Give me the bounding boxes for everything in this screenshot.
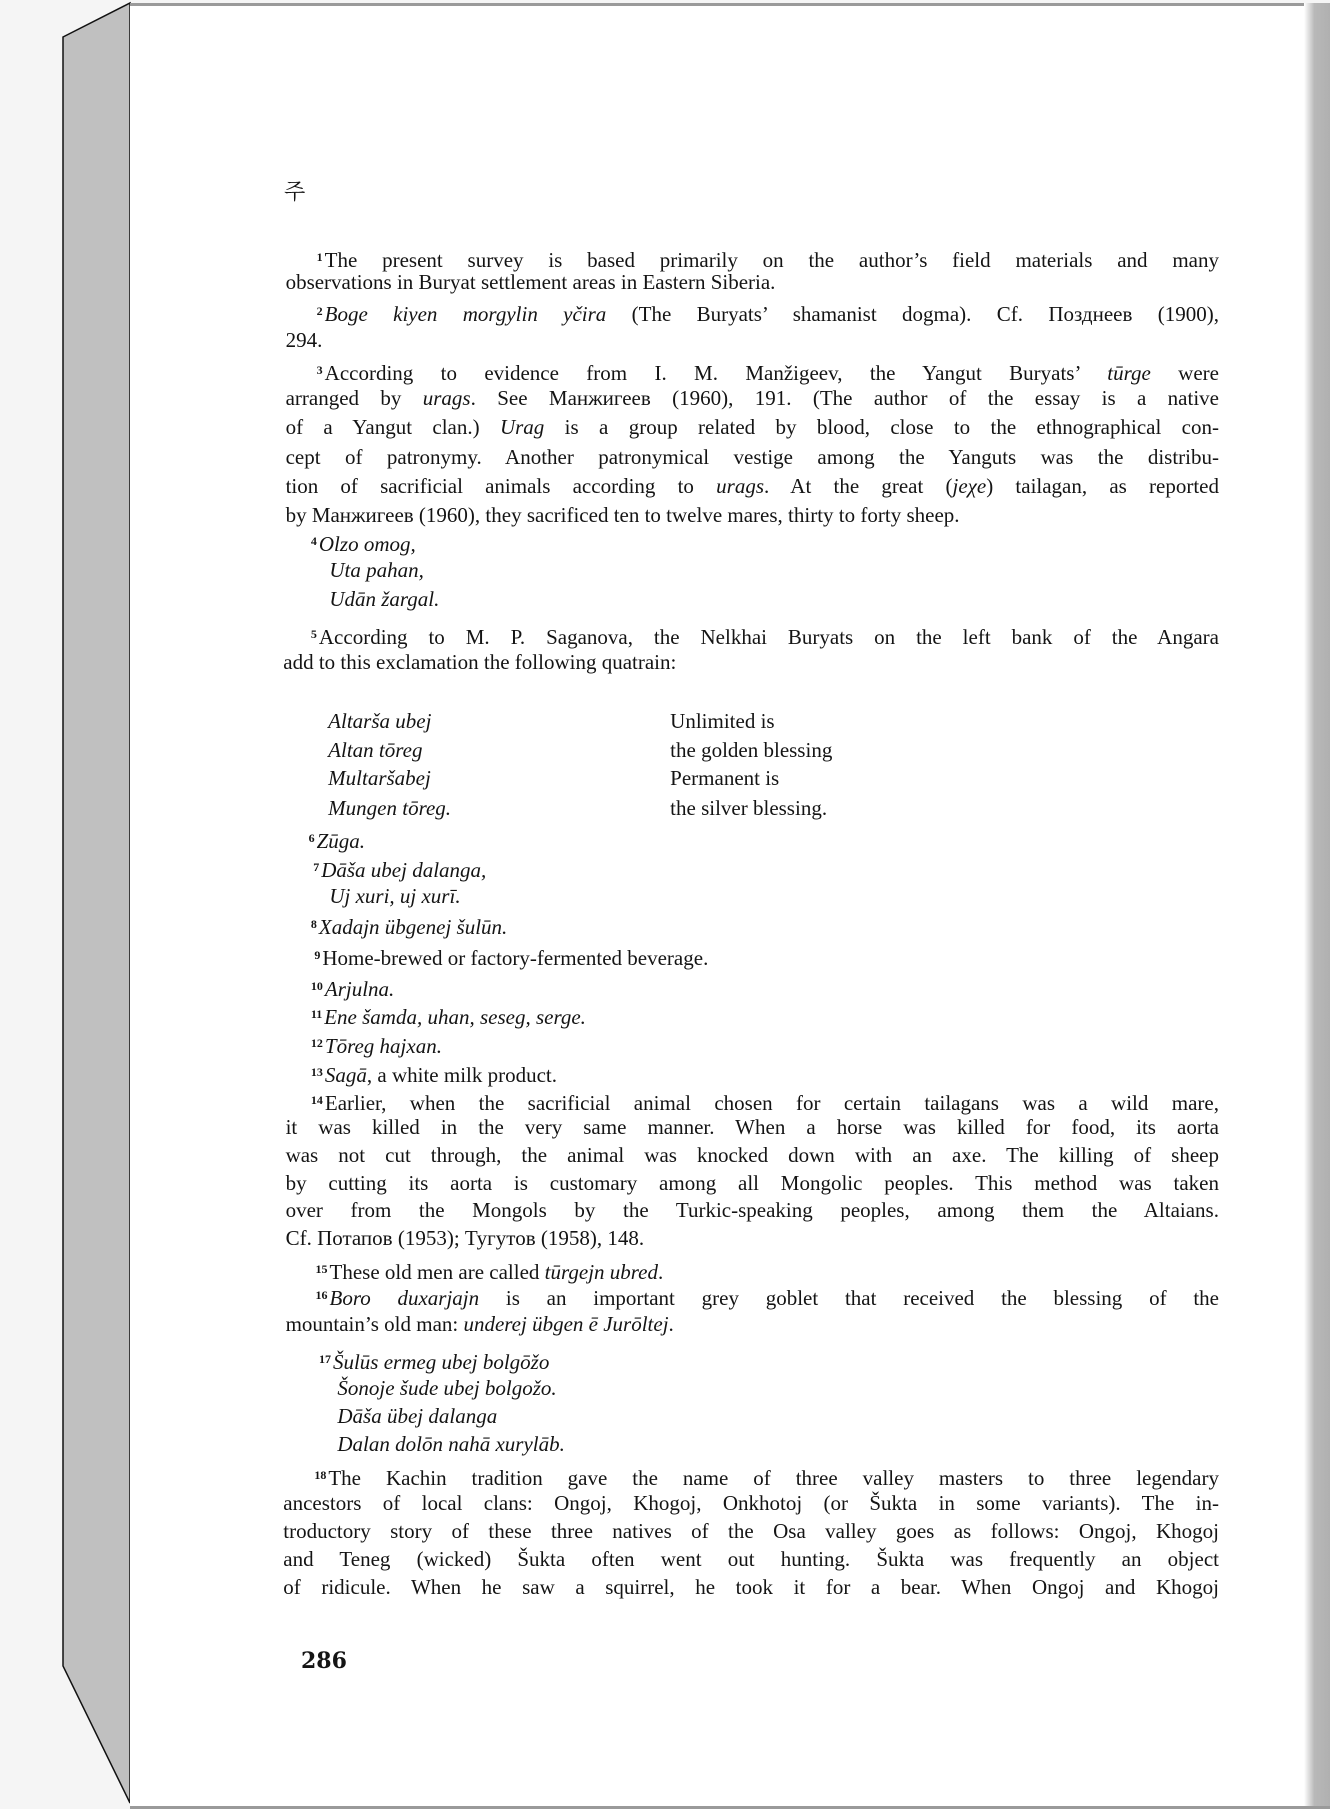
footnote-italic-text: Urag — [499, 415, 545, 440]
footnote-italic-text: Dalan dolōn nahā xurylāb. — [337, 1431, 565, 1456]
footnote-7-line — [329, 882, 460, 910]
footnote-number: 18 — [314, 1468, 327, 1483]
footnote-3-line — [286, 501, 960, 529]
footnote-5-line — [283, 648, 676, 676]
quatrain-translation-line: the silver blessing. — [670, 796, 828, 821]
footnote-number: 11 — [310, 1007, 323, 1022]
footnote-16-line — [316, 1281, 1219, 1312]
footnote-text: Cf. Потапов (1953); Тугутов (1958), 148. — [285, 1225, 645, 1250]
footnote-3-line — [286, 413, 1219, 441]
footnote-text: by Манжигеев (1960), they sacrificed ten to twelve mares, thirty to forty sheep. — [285, 502, 960, 527]
footnote-10-line — [311, 972, 394, 1003]
footnote-18-line — [283, 1545, 1219, 1573]
footnote-7-line — [313, 853, 486, 884]
footnote-8-line — [311, 910, 507, 941]
footnote-3-line — [286, 384, 1219, 412]
footnote-italic-text: Boro duxarjajn — [329, 1286, 480, 1311]
footnote-text: According to M. P. Saganova, the Nelkhai Buryats on the left bank of the Angara — [318, 625, 1219, 650]
footnote-italic-text: Zūga. — [316, 829, 366, 854]
footnote-17-line — [337, 1374, 556, 1402]
footnote-italic-text: Uta pahan, — [329, 557, 424, 582]
footnote-text: 294. — [285, 327, 323, 352]
footnote-12-line — [311, 1029, 442, 1060]
footnote-text: add to this exclamation the following quatrain: — [283, 650, 677, 675]
footnote-3-line — [286, 472, 1219, 500]
footnote-number: 4 — [310, 534, 317, 549]
footnote-italic-text: tūrge — [1107, 360, 1151, 385]
footnote-text: , a white milk product. — [366, 1063, 558, 1088]
footnote-17-line — [337, 1430, 564, 1458]
quatrain-original-line: Multaršabej — [328, 766, 431, 791]
footnote-italic-text: tūrgejn ubred — [544, 1259, 659, 1284]
footnote-2-line — [317, 297, 1219, 328]
footnote-number: 16 — [315, 1288, 328, 1303]
footnote-italic-text: Sagā — [324, 1063, 367, 1088]
footnote-18-line — [283, 1573, 1219, 1601]
footnote-italic-text: urags — [716, 473, 764, 498]
footnote-4-line — [329, 585, 439, 613]
footnote-italic-text: Olzo omog, — [318, 532, 416, 557]
footnote-number: 17 — [318, 1351, 331, 1366]
footnote-number: 10 — [310, 978, 323, 993]
footnote-4-line — [311, 527, 416, 558]
footnote-italic-text: Xadajn übgenej šulūn. — [318, 914, 508, 939]
footnote-text: . — [658, 1259, 664, 1284]
footnote-number: 13 — [310, 1065, 323, 1080]
footnote-text: Earlier, when the sacrificial animal chosen for certain tailagans was a wild mare, — [324, 1090, 1219, 1115]
footnote-italic-text: Dāša ubej dalanga, — [321, 858, 487, 883]
footnote-number: 2 — [316, 303, 323, 318]
footnote-text: over from the Mongols by the Turkic-speaking peoples, among them the Altaians. — [285, 1198, 1219, 1223]
footnote-text: of ridicule. When he saw a squirrel, he took it for a bear. When Ongoj and Khogoj — [283, 1574, 1219, 1599]
footnote-text: observations in Buryat settlement areas in Eastern Siberia. — [285, 270, 776, 295]
footnote-17-line — [319, 1345, 549, 1376]
footnote-text: was not cut through, the animal was knocked down with an axe. The killing of sheep — [285, 1142, 1219, 1167]
footnote-4-line — [329, 556, 424, 584]
footnote-text: were — [1150, 360, 1219, 385]
footnote-number: 12 — [310, 1036, 323, 1051]
footnote-italic-text: Dāša übej dalanga — [337, 1404, 498, 1429]
page-edge-shadow — [1304, 3, 1330, 1806]
footnote-11-line — [311, 1000, 586, 1031]
footnote-italic-text: Tōreg hajxan. — [324, 1034, 442, 1059]
footnote-text: of a Yangut clan.) — [285, 415, 500, 440]
footnote-14-line — [286, 1224, 645, 1252]
footnote-number: 6 — [308, 831, 315, 846]
footnote-5-line — [311, 620, 1219, 651]
footnote-text: it was killed in the very same manner. When a horse was killed for food, its aorta — [285, 1115, 1219, 1140]
quatrain-original-line: Altarša ubej — [328, 708, 432, 733]
footnote-text: arranged by — [285, 386, 423, 411]
footnote-9-line — [314, 941, 708, 972]
footnote-italic-text: Ene šamda, uhan, seseg, serge. — [324, 1005, 586, 1030]
footnote-number: 14 — [310, 1092, 323, 1107]
footnote-number: 1 — [316, 249, 323, 264]
footnote-text: troductory story of these three natives of the Osa valley goes as follows: Ongoj, Khogoj — [283, 1519, 1219, 1544]
footnote-text: Home-brewed or factory-fermented beverage. — [322, 945, 709, 970]
footnote-italic-text: Arjulna. — [324, 976, 395, 1001]
quatrain-translation-line: Unlimited is — [670, 708, 775, 733]
footnote-text: by cutting its aorta is customary among all Mongolic peoples. This method was taken — [285, 1170, 1219, 1195]
footnote-6-line — [309, 824, 365, 855]
footnote-text: and Teneg (wicked) Šukta often went out hunting. Šukta was frequently an object — [283, 1547, 1219, 1572]
footnote-text: These old men are called — [329, 1259, 545, 1284]
footnote-3-line — [317, 356, 1219, 387]
footnote-13-line — [311, 1058, 557, 1089]
footnote-14-line — [286, 1113, 1219, 1141]
footnote-2-line — [286, 326, 323, 354]
footnote-1-line — [286, 268, 776, 296]
quatrain-original-line: Mungen tōreg. — [328, 796, 452, 821]
footnote-italic-text: underej übgen ē Jurōltej — [463, 1312, 669, 1337]
quatrain-translation-line: Permanent is — [670, 766, 780, 791]
footnote-text: cept of patronymy. Another patronymical vestige among the Yanguts was the distribu- — [285, 445, 1219, 470]
footnote-number: 3 — [316, 362, 323, 377]
footnote-italic-text: urags — [422, 386, 471, 411]
footnote-text: is a group related by blood, close to the ethnographical con- — [544, 415, 1219, 440]
quatrain-original-line: Altan tōreg — [328, 737, 423, 762]
footnote-text: . — [668, 1312, 674, 1337]
footnote-18-line — [283, 1517, 1219, 1545]
footnote-number: 5 — [310, 627, 317, 642]
footnote-18-line — [314, 1461, 1219, 1492]
footnote-italic-text: jeχe — [952, 473, 987, 498]
footnote-text: . At the great ( — [764, 473, 953, 498]
footnote-text: . See Манжигеев (1960), 191. (The author of the essay is a native — [470, 386, 1219, 411]
footnote-18-line — [283, 1489, 1219, 1517]
footnote-italic-text: Boge kiyen morgylin yčira — [324, 301, 607, 326]
footnote-number: 7 — [313, 860, 320, 875]
footnote-number: 15 — [315, 1261, 328, 1276]
header-glyph: 주 — [284, 180, 306, 205]
footnote-text: (The Buryats’ shamanist dogma). Cf. Позднеев (1900), — [606, 301, 1219, 326]
page-number: 286 — [301, 1648, 347, 1674]
footnote-14-line — [286, 1169, 1219, 1197]
footnote-14-line — [286, 1196, 1219, 1224]
footnote-number: 8 — [310, 916, 317, 931]
footnote-italic-text: Šulūs ermeg ubej bolgōžo — [332, 1349, 550, 1374]
footnote-16-line — [286, 1310, 674, 1338]
footnote-italic-text: Uj xuri, uj xurī. — [329, 883, 461, 908]
footnote-text: is an important grey goblet that received the blessing of the — [479, 1286, 1219, 1311]
footnote-number: 9 — [314, 947, 321, 962]
footnote-italic-text: Udān žargal. — [329, 586, 440, 611]
footnote-text: The Kachin tradition gave the name of three valley masters to three legendary — [328, 1466, 1219, 1491]
footnote-italic-text: Šonoje šude ubej bolgožo. — [337, 1375, 557, 1400]
footnote-text: ) tailagan, as reported — [986, 473, 1219, 498]
footnote-17-line — [337, 1402, 497, 1430]
footnote-14-line — [286, 1141, 1219, 1169]
footnote-14-line — [311, 1086, 1219, 1117]
footnote-text: According to evidence from I. M. Manžigeev, the Yangut Buryats’ — [324, 360, 1108, 385]
quatrain-translation-line: the golden blessing — [670, 737, 833, 762]
footnote-text: mountain’s old man: — [285, 1312, 464, 1337]
footnote-text: ancestors of local clans: Ongoj, Khogoj, Onkhotoj (or Šukta in some variants). The in- — [283, 1490, 1219, 1515]
footnote-text: tion of sacrificial animals according to — [285, 473, 717, 498]
footnote-text: The present survey is based primarily on the author’s field materials and many — [324, 247, 1219, 272]
footnote-3-line — [286, 443, 1219, 471]
